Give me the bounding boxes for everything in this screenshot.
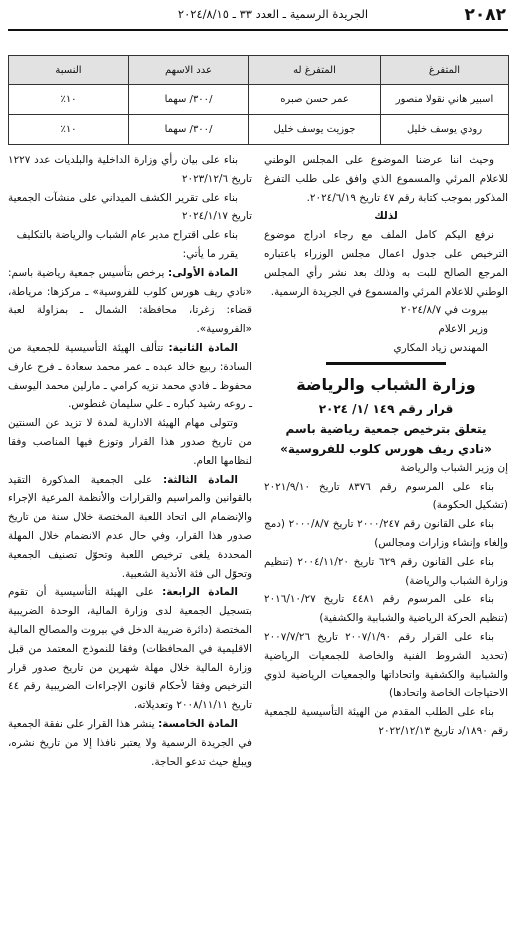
- article-text: ينشر هذا القرار على نفقة الجمعية في الجريدة الرسمية ولا يعتبر نافذا إلا من تاريخ نشره، ويبلغ حيث تدعو الحاجة.: [8, 717, 252, 768]
- cell-transferor: رودي يوسف خليل: [381, 115, 509, 145]
- decision-number: قرار رقم ١٤٩ /١/ ٢٠٢٤: [318, 401, 454, 416]
- cell-percentage: ١٠٪: [9, 115, 129, 145]
- article-text: على الجمعية المذكورة التقيد بالقوانين والمراسيم والقرارات والأنظمة المرعية الإجراء والإنضمام الى اتحاد اللعبة المختصة خلال سنة من تاريخ صدور هذا القرار، وفي حال عدم الانضمام خلال المهلة المحددة يلغى ترخيص اللعبة وتحوّل تصنيف الجمعية وتحوّل الى فئة الأندية الشعبية.: [8, 473, 252, 580]
- table-row: [9, 85, 509, 115]
- header-transferee: المتفرغ له: [249, 56, 381, 85]
- decision-subject: يتعلق بترخيص جمعية رياضية باسم: [285, 421, 487, 436]
- ministry-title: وزارة الشباب والرياضة: [296, 374, 476, 394]
- minister-intro: إن وزير الشباب والرياضة: [400, 461, 508, 474]
- cell-transferor: اسبير هاني نقولا منصور: [381, 85, 509, 115]
- header-transferor: المتفرغ: [381, 56, 509, 85]
- recital: بناء على تقرير الكشف الميداني على منشآت الجمعية تاريخ ٢٠٢٤/١/١٧: [8, 191, 252, 223]
- recital: بناء على القانون رقم ٦٢٩ تاريخ ٢٠٠٤/١١/٢٠ (تنظيم وزارة الشباب والرياضة): [264, 555, 508, 587]
- article-text: تتألف الهيئة التأسيسية للجمعية من السادة: ربيع خالد عبده ـ عمر محمد سعادة ـ فرح عارف محفوظ ـ فادي محمد نزيه كرامي ـ مارلين محمد اليوسف ـ روعه رشيد كباره ـ علي سليمان غنطوس.: [8, 341, 252, 411]
- shares-transfer-table: [8, 55, 509, 145]
- article: [8, 264, 252, 339]
- header-shares: عدد الاسهم: [129, 56, 249, 85]
- recital: بناء على اقتراح مدير عام الشباب والرياضة بالتكليف: [16, 229, 238, 242]
- recital: بناء على الطلب المقدم من الهيئة التأسيسية للجمعية رقم ١٨٩٠/د تاريخ ٢٠٢٢/١٢/١٣: [264, 706, 508, 737]
- intro-paragraph: وحيث اننا عرضنا الموضوع على المجلس الوطني للاعلام المرئي والمسموع الذي وافق على طلب التفرغ المذكور بموجب كتابة رقم ٤٧ تاريخ ٢٠٢٤/٦/١٩.: [264, 154, 508, 204]
- table-row: [9, 115, 509, 145]
- table-header-row: [9, 56, 509, 85]
- article-title: المادة الخامسة:: [158, 717, 238, 730]
- page-header: [8, 5, 508, 29]
- article: [8, 583, 252, 715]
- recital: بناء على المرسوم رقم ٤٤٨١ تاريخ ٢٠١٦/١٠/٢٧ (تنظيم الحركة الرياضية والشبابية والكشفية): [264, 593, 508, 625]
- article-text: يرخص بتأسيس جمعية رياضية باسم: «نادي ريف هورس كلوب للفروسية» ـ مركزها: مرياطة، قضاء: زغرتا، محافظة: الشمال ـ بمزاولة لعبة «الفروسية».: [8, 266, 252, 336]
- cell-shares: /٣٠٠/ سهما: [129, 115, 249, 145]
- article-title: المادة الأولى:: [167, 266, 238, 279]
- article-title: المادة الثالثة:: [162, 473, 238, 486]
- gazette-issue-date: الجريدة الرسمية ـ العدد ٣٣ ـ ٢٠٢٤/٨/١٥: [177, 7, 369, 21]
- article-title: المادة الرابعة:: [162, 586, 238, 599]
- request-paragraph: نرفع اليكم كامل الملف مع رجاء ادراج موضوع الترخيص على جدول اعمال مجلس الوزراء باعتباره المرجع الصالح للبت به وذلك بعد نشر رأي المجلس الوطني للاعلام المرئي والمسموع في الجريدة الرسمية.: [264, 229, 508, 298]
- page-number: ٢٠٨٢: [464, 5, 506, 25]
- decides-heading: يقرر ما يأتي:: [182, 247, 238, 260]
- article: [8, 414, 252, 470]
- recital: بناء على القانون رقم ٢٠٠٠/٢٤٧ تاريخ ٢٠٠٠/٨/٧ (دمج وإلغاء وإنشاء وزارات ومجالس): [264, 518, 508, 549]
- decision-name: «نادي ريف هورس كلوب للفروسية»: [280, 441, 492, 456]
- article-text: على الهيئة التأسيسية أن تقوم بتسجيل الجمعية لدى وزارة المالية، الوحدة الضريبية المختصة (دائرة ضريبة الدخل في بيروت والمصالح المالية الاقليمية في المحافظات) وفقا للنموذج المعتمد من قبل وزارة المالية خلال مهلة شهرين من تاريخ صدور قرار الترخيص وفقا لأحكام قانون الإجراءات الضريبية رقم ٤٤ تاريخ ٢٠٠٨/١١/١١ وتعديلاته.: [8, 586, 252, 712]
- signature-name: المهندس زياد المكاري: [393, 341, 488, 354]
- cell-transferee: عمر حسن صبره: [249, 85, 381, 115]
- header-percentage: النسبة: [9, 56, 129, 85]
- recital: بناء على المرسوم رقم ٨٣٧٦ تاريخ ٢٠٢١/٩/١٠ (تشكيل الحكومة): [264, 480, 508, 512]
- cell-percentage: ١٠٪: [9, 85, 129, 115]
- section-divider: [326, 362, 446, 365]
- article: [8, 339, 252, 414]
- article-title: المادة الثانية:: [168, 341, 238, 354]
- article-text: وتتولى مهام الهيئة الادارية لمدة لا تزيد عن السنتين من تاريخ صدور هذا القرار وتوزع فيها المناصب وفقا لنظامها العام.: [8, 417, 252, 467]
- cell-shares: /٣٠٠/ سهما: [129, 85, 249, 115]
- recital: بناء على القرار رقم ٢٠٠٧/١/٩٠ تاريخ ٢٠٠٧/٧/٢٦ (تحديد الشروط الفنية والخاصة للجمعيات الرياضية والشبابية والكشفية واتحاداتها والجمعيات الرياضية لذوي الاحتياجات الخاصة واتحادها): [264, 630, 508, 700]
- therefore-heading: لذلك: [374, 210, 398, 223]
- header-divider: [8, 29, 508, 31]
- signature-date: بيروت في ٢٠٢٤/٨/٧: [400, 304, 488, 317]
- recital: بناء على بيان رأي وزارة الداخلية والبلديات عدد ١٢٢٧ تاريخ ٢٠٢٣/١٢/٦: [8, 154, 252, 185]
- right-column: [264, 151, 508, 741]
- article: [8, 715, 252, 771]
- left-column: [8, 151, 252, 771]
- signature-title: وزير الاعلام: [438, 323, 488, 336]
- cell-transferee: جوزيت يوسف خليل: [249, 115, 381, 145]
- article: [8, 471, 252, 584]
